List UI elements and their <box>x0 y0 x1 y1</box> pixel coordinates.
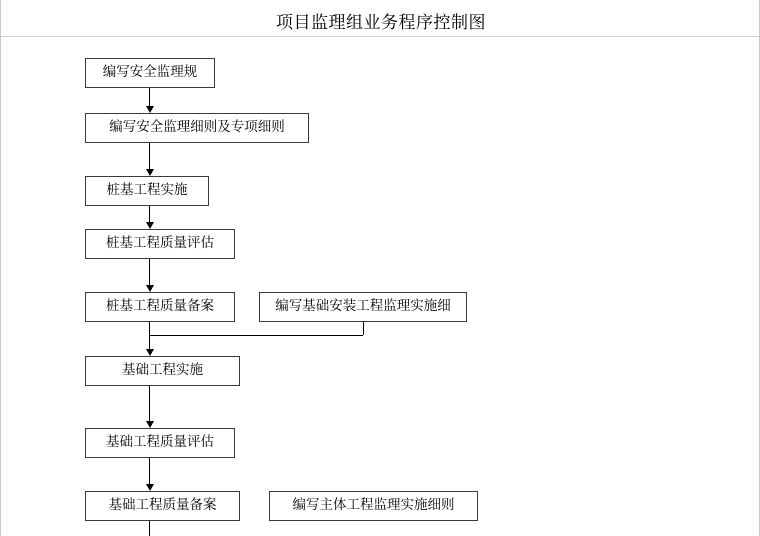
flow-node-9-label: 基础工程质量备案 <box>108 497 217 514</box>
connector-n2-n3 <box>149 143 150 169</box>
arrow-n5-n7 <box>146 349 154 356</box>
flow-node-8[interactable] <box>85 428 235 458</box>
page-title: 项目监理组业务程序控制图 <box>276 13 486 33</box>
flow-node-8-label: 基础工程质量评估 <box>106 434 214 451</box>
arrow-n1-n2 <box>146 106 154 113</box>
flow-node-7[interactable] <box>85 356 240 386</box>
connector-n6-down <box>363 322 364 335</box>
connector-n7-n8 <box>149 386 150 421</box>
arrow-n2-n3 <box>146 169 154 176</box>
connector-n1-n2 <box>149 88 150 106</box>
flow-node-5-label: 桩基工程质量备案 <box>106 298 214 315</box>
flow-node-1[interactable] <box>85 58 215 88</box>
flow-node-5[interactable] <box>85 292 235 322</box>
arrow-n3-n4 <box>146 222 154 229</box>
flow-node-10[interactable] <box>269 491 478 521</box>
flow-node-9[interactable] <box>85 491 240 521</box>
connector-n3-n4 <box>149 206 150 222</box>
arrow-n8-n9 <box>146 484 154 491</box>
flow-node-4[interactable] <box>85 229 235 259</box>
flow-node-3-label: 桩基工程实施 <box>106 182 188 199</box>
flow-node-6-label: 编写基础安装工程监理实施细 <box>275 298 451 315</box>
flow-node-2[interactable] <box>85 113 309 143</box>
title-divider <box>1 36 760 37</box>
arrow-n7-n8 <box>146 421 154 428</box>
flow-node-10-label: 编写主体工程监理实施细则 <box>292 497 455 514</box>
flow-node-6[interactable] <box>259 292 467 322</box>
connector-n6-to-spine <box>149 335 363 336</box>
flow-node-4-label: 桩基工程质量评估 <box>106 235 214 252</box>
connector-n9-down <box>149 521 150 536</box>
flow-node-1-label: 编写安全监理规 <box>102 64 198 81</box>
flow-node-7-label: 基础工程实施 <box>122 362 203 379</box>
flow-node-2-label: 编写安全监理细则及专项细则 <box>109 119 285 136</box>
connector-n4-n5 <box>149 259 150 285</box>
connector-n8-n9 <box>149 458 150 484</box>
flow-node-3[interactable] <box>85 176 209 206</box>
arrow-n4-n5 <box>146 285 154 292</box>
